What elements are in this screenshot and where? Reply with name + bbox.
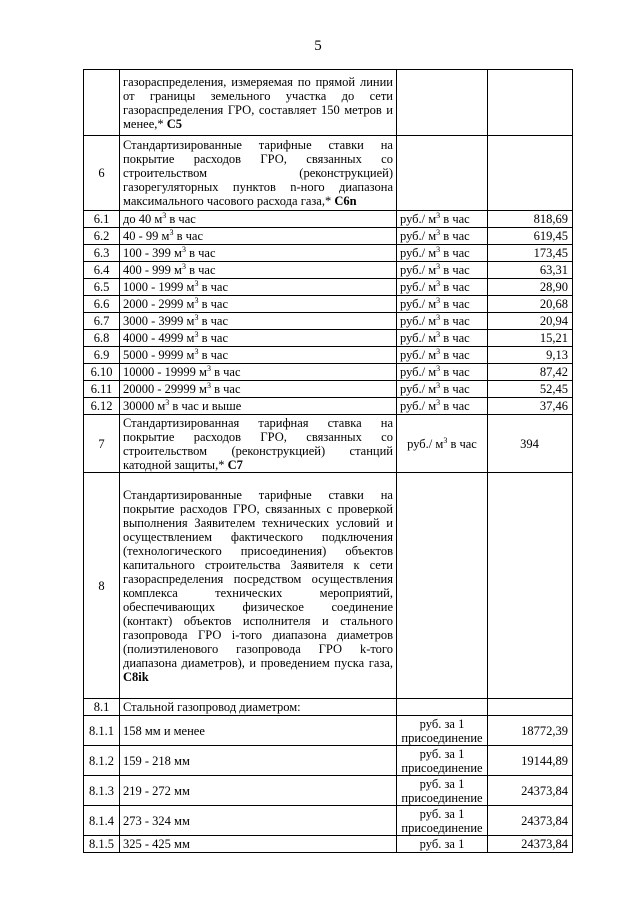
description-cell: 10000 - 19999 $м^3$ в час bbox=[120, 364, 397, 381]
description-cell bbox=[120, 136, 397, 211]
table-row bbox=[84, 136, 573, 211]
table-row bbox=[84, 228, 573, 245]
description-cell: 159 - 218 мм bbox=[120, 746, 397, 776]
row-number-cell: 6.4 bbox=[84, 262, 120, 279]
table-row bbox=[84, 699, 573, 716]
description-cell: 5000 - 9999 $м^3$ в час bbox=[120, 347, 397, 364]
table-row bbox=[84, 70, 573, 136]
row-number-cell: 6.11 bbox=[84, 381, 120, 398]
unit-cell: руб./ $м^3$ в час bbox=[397, 330, 488, 347]
value-cell: 818,69 bbox=[488, 211, 573, 228]
unit-cell: руб./ $м^3$ в час bbox=[397, 245, 488, 262]
row-number-cell: 6.1 bbox=[84, 211, 120, 228]
formula-symbol: C7 bbox=[227, 457, 243, 472]
description-cell: 2000 - 2999 $м^3$ в час bbox=[120, 296, 397, 313]
description-cell: 273 - 324 мм bbox=[120, 806, 397, 836]
description-cell: 325 - 425 мм bbox=[120, 836, 397, 853]
description-cell: 30000 $м^3$ в час и выше bbox=[120, 398, 397, 415]
description-cell: 400 - 999 $м^3$ в час bbox=[120, 262, 397, 279]
unit-cell: руб./ $м^3$ в час bbox=[397, 211, 488, 228]
table-row bbox=[84, 806, 573, 836]
value-cell: 24373,84 bbox=[488, 776, 573, 806]
table-row bbox=[84, 313, 573, 330]
row-number-cell: 6.7 bbox=[84, 313, 120, 330]
description-text: газораспределения, измеряемая по прямой линии от границы земельного участка до сети газораспределения ГРО, составляет 150 метров и менее,* bbox=[123, 74, 393, 131]
unit-cell: руб. за 1 присоединение bbox=[397, 776, 488, 806]
description-cell bbox=[120, 415, 397, 473]
value-cell bbox=[488, 70, 573, 136]
unit-cell: руб./ $м^3$ в час bbox=[397, 279, 488, 296]
row-number-cell: 8.1 bbox=[84, 699, 120, 716]
table-row bbox=[84, 296, 573, 313]
table-row bbox=[84, 836, 573, 853]
table-row bbox=[84, 330, 573, 347]
row-number-cell: 8.1.5 bbox=[84, 836, 120, 853]
value-cell: 18772,39 bbox=[488, 716, 573, 746]
description-cell: 158 мм и менее bbox=[120, 716, 397, 746]
table-row bbox=[84, 716, 573, 746]
value-cell: 87,42 bbox=[488, 364, 573, 381]
value-cell: 173,45 bbox=[488, 245, 573, 262]
value-cell bbox=[488, 699, 573, 716]
description-text: Стандартизированные тарифные ставки на покрытие расходов ГРО, связанных с проверкой выполнения Заявителем технических условий и осуществлением фактического подключения (технологического присоединения) объектов капитального строительства Заявителя к сети газораспределения посредством осуществления комплекса технических мероприятий, обеспечивающих физическое соединение (контакт) объектов исполнителя и стального газопровода ГРО i-того диапазона диаметров (полиэтиленового газопровода ГРО k-того диапазона диаметров), и проведением пуска газа, bbox=[123, 487, 393, 670]
unit-cell: руб./ $м^3$ в час bbox=[397, 415, 488, 473]
row-number-cell: 6.12 bbox=[84, 398, 120, 415]
unit-cell bbox=[397, 70, 488, 136]
table-row bbox=[84, 398, 573, 415]
value-cell: 24373,84 bbox=[488, 836, 573, 853]
table-row bbox=[84, 473, 573, 699]
table-row bbox=[84, 381, 573, 398]
table-row bbox=[84, 364, 573, 381]
description-cell bbox=[120, 70, 397, 136]
unit-cell: руб./ $м^3$ в час bbox=[397, 364, 488, 381]
table-row bbox=[84, 245, 573, 262]
row-number-cell: 8.1.3 bbox=[84, 776, 120, 806]
row-number-cell: 6.10 bbox=[84, 364, 120, 381]
value-cell: 20,94 bbox=[488, 313, 573, 330]
description-cell: 20000 - 29999 $м^3$ в час bbox=[120, 381, 397, 398]
unit-cell bbox=[397, 473, 488, 699]
unit-cell: руб. за 1 bbox=[397, 836, 488, 853]
description-text: Стандартизированные тарифные ставки на покрытие расходов ГРО, связанных со строительством (реконструкцией) газорегуляторных пунктов n-ного диапазона максимального часового расхода газа,* bbox=[123, 138, 393, 208]
description-cell: 40 - 99 $м^3$ в час bbox=[120, 228, 397, 245]
table-row bbox=[84, 415, 573, 473]
value-cell: 619,45 bbox=[488, 228, 573, 245]
unit-cell bbox=[397, 699, 488, 716]
value-cell: 20,68 bbox=[488, 296, 573, 313]
row-number-cell: 8 bbox=[84, 473, 120, 699]
row-number-cell: 6.5 bbox=[84, 279, 120, 296]
tariff-table bbox=[83, 69, 573, 853]
row-number-cell: 8.1.2 bbox=[84, 746, 120, 776]
description-cell: 3000 - 3999 $м^3$ в час bbox=[120, 313, 397, 330]
value-cell: 52,45 bbox=[488, 381, 573, 398]
unit-cell: руб. за 1 присоединение bbox=[397, 806, 488, 836]
description-cell: до 40 $м^3$ в час bbox=[120, 211, 397, 228]
row-number-cell: 8.1.1 bbox=[84, 716, 120, 746]
row-number-cell: 6 bbox=[84, 136, 120, 211]
row-number-cell: 6.9 bbox=[84, 347, 120, 364]
description-cell: 100 - 399 $м^3$ в час bbox=[120, 245, 397, 262]
row-number-cell: 6.8 bbox=[84, 330, 120, 347]
row-number-cell: 6.6 bbox=[84, 296, 120, 313]
unit-cell: руб. за 1 присоединение bbox=[397, 716, 488, 746]
value-cell: 28,90 bbox=[488, 279, 573, 296]
unit-cell: руб. за 1 присоединение bbox=[397, 746, 488, 776]
unit-cell bbox=[397, 136, 488, 211]
page-number: 5 bbox=[314, 38, 322, 54]
formula-symbol: C5 bbox=[166, 116, 183, 131]
row-number-cell: 6.2 bbox=[84, 228, 120, 245]
table-row bbox=[84, 746, 573, 776]
unit-cell: руб./ $м^3$ в час bbox=[397, 228, 488, 245]
table-row bbox=[84, 776, 573, 806]
table-row bbox=[84, 211, 573, 228]
row-number-cell bbox=[84, 70, 120, 136]
value-cell: 9,13 bbox=[488, 347, 573, 364]
value-cell: 394 bbox=[488, 415, 573, 473]
description-cell: 4000 - 4999 $м^3$ в час bbox=[120, 330, 397, 347]
value-cell: 24373,84 bbox=[488, 806, 573, 836]
unit-cell: руб./ $м^3$ в час bbox=[397, 381, 488, 398]
unit-cell: руб./ $м^3$ в час bbox=[397, 313, 488, 330]
value-cell: 37,46 bbox=[488, 398, 573, 415]
table-row bbox=[84, 279, 573, 296]
description-cell: 219 - 272 мм bbox=[120, 776, 397, 806]
value-cell: 63,31 bbox=[488, 262, 573, 279]
value-cell: 19144,89 bbox=[488, 746, 573, 776]
value-cell: 15,21 bbox=[488, 330, 573, 347]
table-row bbox=[84, 347, 573, 364]
value-cell bbox=[488, 136, 573, 211]
unit-cell: руб./ $м^3$ в час bbox=[397, 296, 488, 313]
gas-flow-rows bbox=[84, 211, 573, 415]
table-row bbox=[84, 262, 573, 279]
row-number-cell: 7 bbox=[84, 415, 120, 473]
unit-cell: руб./ $м^3$ в час bbox=[397, 398, 488, 415]
unit-cell: руб./ $м^3$ в час bbox=[397, 262, 488, 279]
formula-symbol: C8ik bbox=[123, 669, 149, 684]
description-cell: Стальной газопровод диаметром: bbox=[120, 699, 397, 716]
formula-symbol: C6n bbox=[334, 194, 357, 208]
description-text: Стандартизированная тарифная ставка на покрытие расходов ГРО, связанных со строительством (реконструкцией) станций катодной защиты,* bbox=[123, 415, 393, 472]
row-number-cell: 6.3 bbox=[84, 245, 120, 262]
value-cell bbox=[488, 473, 573, 699]
description-cell bbox=[120, 473, 397, 699]
row-number-cell: 8.1.4 bbox=[84, 806, 120, 836]
steel-pipe-rows bbox=[84, 716, 573, 853]
description-cell: 1000 - 1999 $м^3$ в час bbox=[120, 279, 397, 296]
unit-cell: руб./ $м^3$ в час bbox=[397, 347, 488, 364]
